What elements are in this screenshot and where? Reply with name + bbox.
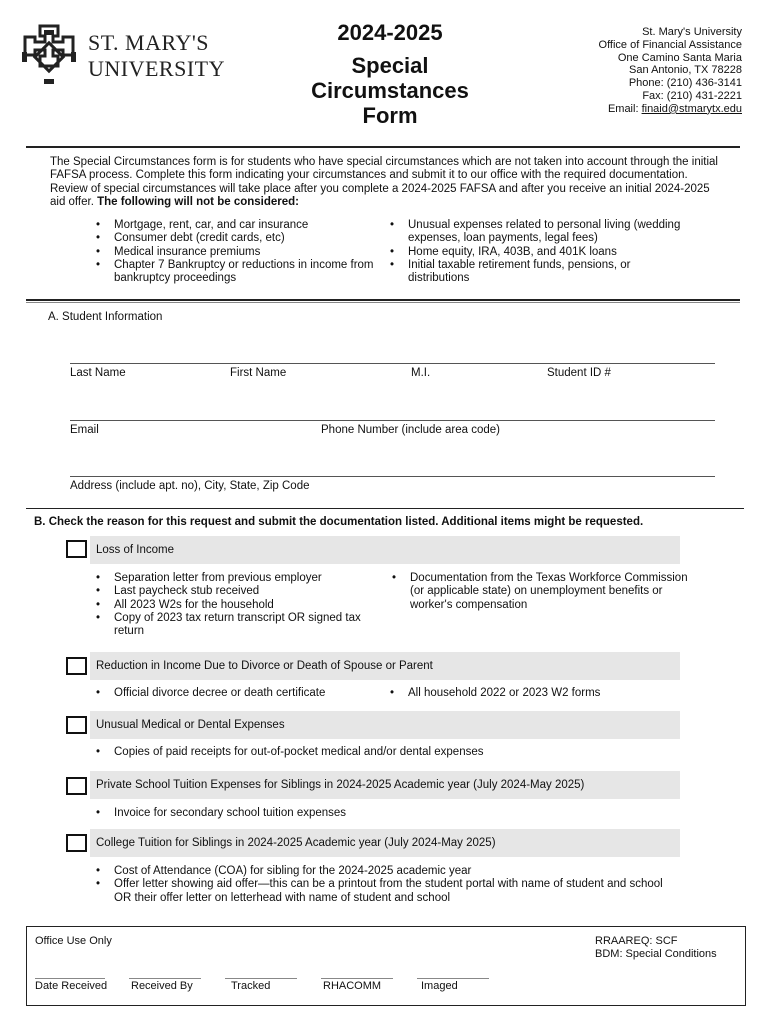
title-year: 2024-2025: [337, 20, 443, 45]
contact-email-link[interactable]: finaid@stmarytx.edu: [641, 102, 742, 115]
list-item: • Documentation from the Texas Workforce Commission (or applicable state) on unemployment benefits or worker's compensation: [388, 572, 688, 612]
intro-text: The Special Circumstances form is for students who have special circumstances which are not taken into account through the initial FAFSA process. Complete this form indicating your circumstances and submit it to our office with the required documentation. Review of special circumstances will take place after you complete a 2024-2025 FAFSA and after you receive an initial 2024-2025 aid offer.: [50, 156, 718, 208]
tracked-line[interactable]: [225, 978, 297, 979]
contact-city: San Antonio, TX 78228: [629, 64, 742, 77]
reason-medical-dental: Unusual Medical or Dental Expenses: [90, 711, 680, 739]
intro-bold-text: The following will not be considered:: [97, 195, 299, 208]
title-line-3: Form: [362, 103, 418, 128]
list-item: • Last paycheck stub received: [92, 585, 377, 598]
date-received-line[interactable]: [35, 978, 105, 979]
contact-fax: Fax: (210) 431-2221: [642, 89, 742, 102]
not-considered-list-right: [386, 219, 686, 285]
loss-of-income-docs-left: [92, 572, 377, 638]
divorce-death-docs-right: [386, 687, 686, 700]
office-use-box: [26, 926, 746, 1006]
list-item: • Offer letter showing aid offer—this can be a printout from the student portal with name of student and school OR their offer letter on letterhead with name of student and school: [92, 878, 682, 905]
college-tuition-checkbox[interactable]: [66, 834, 87, 852]
student-id-label: Student ID #: [547, 367, 611, 379]
contact-street: One Camino Santa Maria: [617, 51, 742, 64]
address-line[interactable]: [70, 476, 715, 477]
title-line-1: Special: [351, 53, 429, 78]
first-name-label: First Name: [230, 367, 287, 379]
intro-divider: [26, 299, 740, 301]
private-school-docs: [92, 807, 682, 820]
list-item: • Copies of paid receipts for out-of-pocket medical and/or dental expenses: [92, 746, 682, 759]
divorce-death-docs-left: [92, 687, 377, 700]
imaged-line[interactable]: [417, 978, 489, 979]
office-code-2: BDM: Special Conditions: [595, 948, 717, 960]
section-a-divider: [26, 508, 744, 509]
list-item: • Mortgage, rent, car, and car insurance: [92, 219, 377, 232]
divorce-death-checkbox[interactable]: [66, 657, 87, 675]
reason-loss-of-income: Loss of Income: [90, 536, 680, 564]
list-item: • Chapter 7 Bankruptcy or reductions in income from bankruptcy proceedings: [92, 259, 377, 286]
list-item: • Consumer debt (credit cards, etc): [92, 232, 377, 245]
list-item: • Separation letter from previous employer: [92, 572, 377, 585]
mi-label: M.I.: [411, 367, 431, 379]
list-item: • Official divorce decree or death certificate: [92, 687, 377, 700]
contact-email-row: [599, 103, 742, 116]
header-divider: [26, 146, 740, 148]
contact-email-label: Email:: [607, 102, 639, 115]
contact-phone: Phone: (210) 436-3141: [628, 77, 742, 90]
list-item: • Unusual expenses related to personal living (wedding expenses, loan payments, legal fees): [386, 219, 686, 246]
list-item: • All household 2022 or 2023 W2 forms: [386, 687, 686, 700]
office-code-1: RRAAREQ: SCF: [595, 935, 678, 947]
imaged-label: Imaged: [421, 980, 458, 992]
date-received-label: Date Received: [35, 980, 108, 992]
contact-office: Office of Financial Assistance: [598, 38, 742, 51]
phone-label: Phone Number (include area code): [321, 424, 500, 436]
last-name-label: Last Name: [70, 367, 126, 379]
student-name-line[interactable]: [70, 363, 715, 364]
list-item: • Cost of Attendance (COA) for sibling for the 2024-2025 academic year: [92, 865, 682, 878]
contact-block: [599, 26, 742, 116]
email-label: Email: [70, 424, 99, 436]
list-item: • Initial taxable retirement funds, pensions, or distributions: [386, 259, 686, 286]
intro-paragraph: [50, 156, 720, 209]
office-use-title: Office Use Only: [35, 935, 112, 947]
list-item: • Invoice for secondary school tuition expenses: [92, 807, 682, 820]
not-considered-list-left: [92, 219, 377, 285]
intro-divider-shadow: [26, 302, 740, 303]
medical-dental-docs: [92, 746, 682, 759]
reason-college-tuition: College Tuition for Siblings in 2024-2025 Academic year (July 2024-May 2025): [90, 829, 680, 857]
received-by-label: Received By: [131, 980, 193, 992]
form-title: [290, 20, 490, 128]
title-line-2: Circumstances: [311, 78, 469, 103]
received-by-line[interactable]: [129, 978, 201, 979]
section-b-heading: B. Check the reason for this request and submit the documentation listed. Additional items might be requested.: [34, 516, 644, 528]
tracked-label: Tracked: [231, 980, 271, 992]
list-item: • All 2023 W2s for the household: [92, 599, 377, 612]
list-item: • Copy of 2023 tax return transcript OR signed tax return: [92, 612, 377, 639]
address-label: Address (include apt. no), City, State, Zip Code: [70, 480, 310, 492]
private-school-checkbox[interactable]: [66, 777, 87, 795]
list-item: • Home equity, IRA, 403B, and 401K loans: [386, 246, 686, 259]
university-logo: [14, 22, 225, 97]
medical-dental-checkbox[interactable]: [66, 716, 87, 734]
logo-wordmark: [88, 30, 225, 82]
list-item: • Medical insurance premiums: [92, 246, 377, 259]
rhacomm-line[interactable]: [321, 978, 393, 979]
reason-divorce-death: Reduction in Income Due to Divorce or Death of Spouse or Parent: [90, 652, 680, 680]
loss-of-income-checkbox[interactable]: [66, 540, 87, 558]
loss-of-income-docs-right: [388, 572, 688, 612]
cross-emblem-icon: [14, 22, 84, 92]
contact-org: St. Mary's University: [642, 26, 742, 38]
logo-line-2: UNIVERSITY: [88, 56, 225, 81]
email-phone-line[interactable]: [70, 420, 715, 421]
rhacomm-label: RHACOMM: [323, 980, 382, 992]
section-a-heading: A. Student Information: [48, 311, 163, 323]
reason-private-school: Private School Tuition Expenses for Siblings in 2024-2025 Academic year (July 2024-May 2025): [90, 771, 680, 799]
college-tuition-docs: [92, 865, 682, 905]
logo-line-1: ST. MARY'S: [88, 30, 210, 55]
